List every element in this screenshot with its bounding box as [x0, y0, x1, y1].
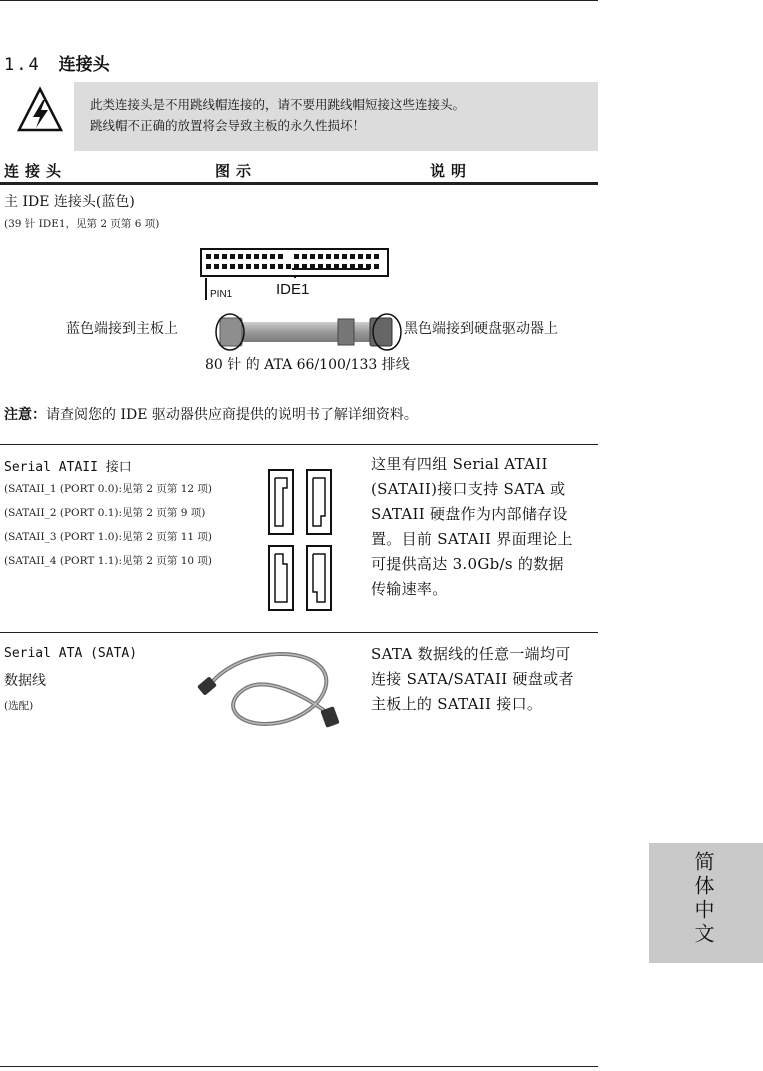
ide-reference: (39 针 IDE1，见第 2 页第 6 项) — [4, 218, 160, 230]
section-number: 1.4 — [4, 55, 41, 75]
sata2-desc-line-3: SATAII 硬盘作为内部储存设 — [371, 505, 568, 523]
sata2-title: Serial ATAII 接口 — [4, 460, 132, 475]
section-title — [4, 50, 110, 75]
pin1-label: PIN1 — [210, 289, 233, 300]
sata2-desc-line-6: 传输速率。 — [371, 580, 448, 598]
sata-cable-image — [195, 640, 345, 732]
language-side-tab — [649, 843, 763, 963]
note — [4, 404, 418, 424]
sata-cable-desc-line-2: 连接 SATA/SATAII 硬盘或者 — [371, 670, 574, 688]
sata-cable-desc-line-1: SATA 数据线的任意一端均可 — [371, 645, 571, 663]
header-rule — [0, 182, 598, 185]
warning-box — [74, 82, 598, 151]
language-side-tab-label: 简体中文 — [691, 851, 715, 947]
sata-cable-optional: (选配) — [4, 700, 34, 712]
warning-icon — [16, 86, 64, 134]
ide1-label: IDE1 — [276, 281, 310, 298]
top-rule — [0, 0, 598, 1]
header-diagram: 图示 — [215, 162, 258, 180]
bottom-rule — [0, 1066, 598, 1067]
cable-caption: 80 针 的 ATA 66/100/133 排线 — [205, 357, 410, 373]
warning-line-1: 此类连接头是不用跳线帽连接的，请不要用跳线帽短接这些连接头。 — [90, 97, 466, 112]
sata2-desc-line-4: 置。目前 SATAII 界面理论上 — [371, 530, 573, 548]
ide1-connector-diagram — [200, 248, 390, 278]
header-connector: 连接头 — [4, 162, 68, 180]
ide-title: 主 IDE 连接头(蓝色) — [4, 194, 135, 210]
sata-cable-top-rule — [0, 632, 598, 633]
note-text: 请查阅您的 IDE 驱动器供应商提供的说明书了解详细资料。 — [46, 407, 418, 423]
blue-end-label: 蓝色端接到主板上 — [66, 321, 178, 337]
sata2-desc-line-1: 这里有四组 Serial ATAII — [371, 455, 548, 473]
ide-ribbon-cable-image — [210, 312, 405, 352]
header-description: 说明 — [430, 162, 473, 180]
sata2-port-2: (SATAII_2 (PORT 0.1):见第 2 页第 9 项) — [4, 507, 206, 519]
sata2-desc-line-5: 可提供高达 3.0Gb/s 的数据 — [371, 555, 564, 573]
warning-line-2: 跳线帽不正确的放置将会导致主板的永久性损坏！ — [90, 118, 366, 133]
sata-cable-desc-line-3: 主板上的 SATAII 接口。 — [371, 695, 543, 713]
sata-cable-title: Serial ATA (SATA) — [4, 646, 138, 661]
sata2-desc-line-2: (SATAII)接口支持 SATA 或 — [371, 480, 566, 498]
sata-cable-title-2: 数据线 — [4, 673, 46, 689]
pin1-marker-line — [205, 278, 207, 300]
ide1-key-line — [292, 268, 370, 270]
sata2-port-3: (SATAII_3 (PORT 1.0):见第 2 页第 11 项) — [4, 531, 213, 543]
sata2-port-4: (SATAII_4 (PORT 1.1):见第 2 页第 10 项) — [4, 555, 213, 567]
sata2-top-rule — [0, 444, 598, 445]
sata2-port-1: (SATAII_1 (PORT 0.0):见第 2 页第 12 项) — [4, 483, 213, 495]
note-label: 注意： — [4, 407, 46, 423]
black-end-label: 黑色端接到硬盘驱动器上 — [404, 321, 558, 337]
section-title-text: 连接头 — [58, 55, 110, 75]
sata2-connectors-diagram — [265, 466, 335, 616]
